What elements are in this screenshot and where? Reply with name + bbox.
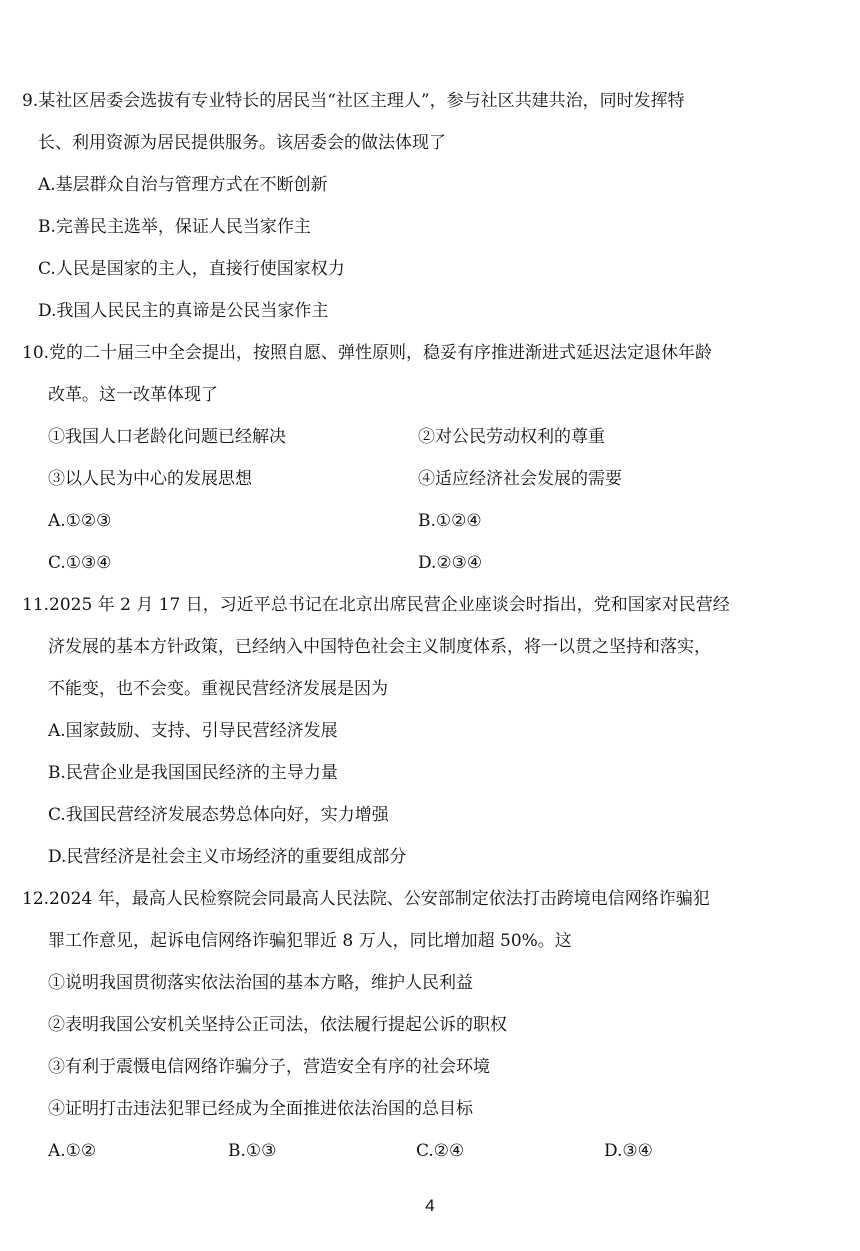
q10-stem-line2: 改革。这一改革体现了	[48, 385, 218, 405]
q11-stem-line2: 济发展的基本方针政策，已经纳入中国特色社会主义制度体系，将一以贯之坚持和落实，	[48, 637, 711, 657]
q12-statement-1: ①说明我国贯彻落实依法治国的基本方略，维护人民利益	[48, 973, 473, 993]
q10-statement-3: ③以人民为中心的发展思想	[48, 469, 252, 489]
q9-option-a: A.基层群众自治与管理方式在不断创新	[38, 175, 328, 195]
q12-option-d: D.③④	[604, 1141, 653, 1161]
q12-option-c: C.②④	[416, 1141, 465, 1161]
q11-stem-line1: 11.2025 年 2 月 17 日，习近平总书记在北京出席民营企业座谈会时指出，党和国家对民营经	[22, 595, 730, 615]
q12-statement-3: ③有利于震慑电信网络诈骗分子，营造安全有序的社会环境	[48, 1057, 490, 1077]
q9-stem-line1: 9.某社区居委会选拔有专业特长的居民当“社区主理人”，参与社区共建共治，同时发挥特	[22, 91, 685, 111]
q11-option-d: D.民营经济是社会主义市场经济的重要组成部分	[48, 847, 407, 867]
q9-option-c: C.人民是国家的主人，直接行使国家权力	[38, 259, 345, 279]
q12-statement-2: ②表明我国公安机关坚持公正司法，依法履行提起公诉的职权	[48, 1015, 507, 1035]
q10-option-d: D.②③④	[418, 553, 483, 573]
q12-option-a: A.①②	[48, 1141, 97, 1161]
q10-option-c: C.①③④	[48, 553, 112, 573]
q10-option-b: B.①②④	[418, 511, 482, 531]
q10-statement-2: ②对公民劳动权利的尊重	[418, 427, 605, 447]
q11-stem-line3: 不能变，也不会变。重视民营经济发展是因为	[48, 679, 388, 699]
q12-statement-4: ④证明打击违法犯罪已经成为全面推进依法治国的总目标	[48, 1099, 473, 1119]
q12-stem-line1: 12.2024 年，最高人民检察院会同最高人民法院、公安部制定依法打击跨境电信网络诈骗犯	[22, 889, 710, 909]
q9-option-b: B.完善民主选举，保证人民当家作主	[38, 217, 311, 237]
q10-statement-1: ①我国人口老龄化问题已经解决	[48, 427, 286, 447]
page-number: 4	[425, 1196, 435, 1215]
q11-option-a: A.国家鼓励、支持、引导民营经济发展	[48, 721, 338, 741]
q10-statement-4: ④适应经济社会发展的需要	[418, 469, 622, 489]
q11-option-b: B.民营企业是我国国民经济的主导力量	[48, 763, 338, 783]
q11-option-c: C.我国民营经济发展态势总体向好，实力增强	[48, 805, 389, 825]
q12-option-b: B.①③	[228, 1141, 277, 1161]
q10-option-a: A.①②③	[48, 511, 112, 531]
q9-stem-line2: 长、利用资源为居民提供服务。该居委会的做法体现了	[38, 133, 446, 153]
q12-stem-line2: 罪工作意见，起诉电信网络诈骗犯罪近 8 万人，同比增加超 50%。这	[48, 931, 572, 951]
q9-option-d: D.我国人民民主的真谛是公民当家作主	[38, 301, 329, 321]
q10-stem-line1: 10.党的二十届三中全会提出，按照自愿、弹性原则，稳妥有序推进渐进式延迟法定退休年龄	[22, 343, 713, 363]
